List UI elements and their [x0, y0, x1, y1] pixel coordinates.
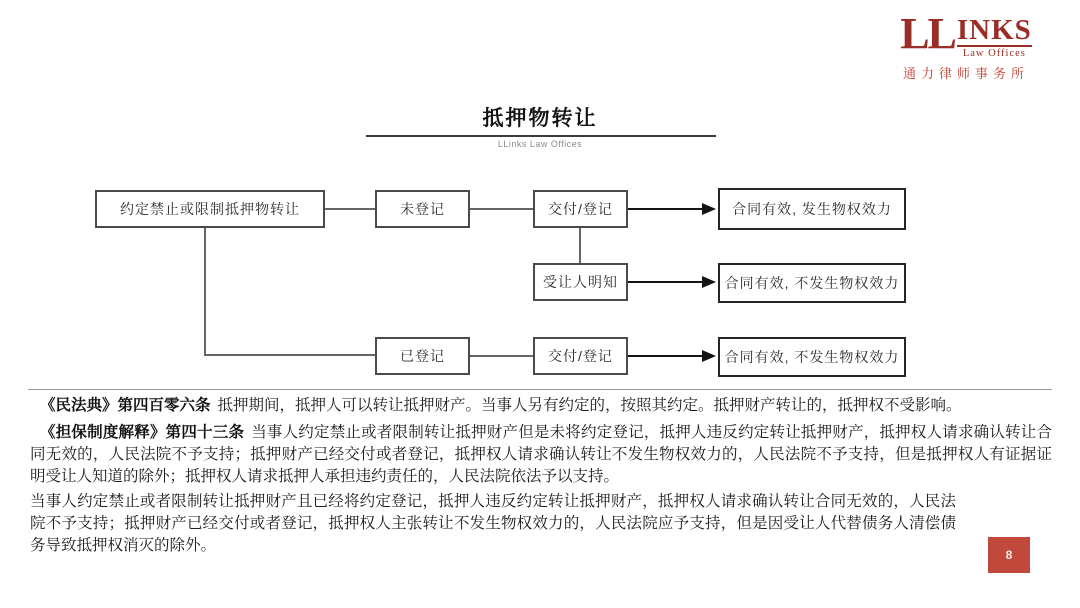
paragraph-guarantee-interpretation — [30, 422, 1052, 488]
llinks-logo — [893, 9, 1039, 82]
section-divider — [28, 389, 1052, 390]
connector-registered-deliver — [470, 355, 533, 357]
arrowhead-icon — [702, 203, 716, 215]
connector-knew-result-mid — [628, 281, 704, 283]
page-title: 抵押物转让 — [482, 107, 598, 130]
connector-source-unregistered — [325, 208, 375, 210]
civil-code-article-text: 抵押期间，抵押人可以转让抵押财产。当事人另有约定的，按照其约定。抵押财产转让的，抵押权不受影响。 — [217, 397, 962, 414]
flow-node-result-no-effect-mid: 合同有效, 不发生物权效力 — [718, 263, 906, 303]
connector-deliver-knew — [579, 228, 581, 263]
paragraph-civil-code — [30, 395, 1052, 417]
logo-law-offices-text: Law Offices — [957, 45, 1032, 59]
logo-inks-text: INKS — [956, 14, 1032, 46]
flow-node-transferee-knew: 受让人明知 — [533, 263, 628, 301]
logo-chinese-name: 通力律师事务所 — [902, 65, 1029, 81]
page-number-badge: 8 — [988, 537, 1030, 573]
guarantee-article-lead: 《担保制度解释》第四十三条 — [40, 424, 245, 441]
guarantee-continued-text: 当事人约定禁止或者限制转让抵押财产且已经将约定登记，抵押人违反约定转让抵押财产，抵押权人请求确认转让合同无效的，人民法院不予支持；抵押财产已经交付或者登记，抵押权人主张转让不发生物权效力的，人民法院应予支持，但是因受让人代替债务人清偿债务导致抵押权消灭的除外。 — [30, 493, 956, 554]
connector-source-down — [204, 228, 206, 356]
flow-node-deliver-bottom: 交付/登记 — [533, 337, 628, 375]
connector-unregistered-deliver — [470, 208, 533, 210]
connector-down-registered — [204, 354, 375, 356]
arrowhead-icon — [702, 350, 716, 362]
flow-node-result-effect: 合同有效, 发生物权效力 — [718, 188, 906, 230]
flow-node-result-no-effect-bottom: 合同有效, 不发生物权效力 — [718, 337, 906, 377]
flow-node-deliver-top: 交付/登记 — [533, 190, 628, 228]
civil-code-article-lead: 《民法典》第四百零六条 — [40, 397, 211, 414]
arrowhead-icon — [702, 276, 716, 288]
title-subtitle: LLinks Law Offices — [497, 139, 583, 149]
connector-deliver-result-top — [628, 208, 704, 210]
llinks-wordmark — [893, 9, 1039, 59]
guarantee-article-text: 当事人约定禁止或者限制转让抵押财产但是未将约定登记，抵押人违反约定转让抵押财产，抵押权人请求确认转让合同无效的，人民法院不予支持；抵押财产已经交付或者登记，抵押权人请求确认转让不发生物权效力的，人民法院不予支持，但是抵押权人有证据证明受让人知道的除外；抵押权人请求抵押人承担违约责任的，人民法院依法予以支持。 — [30, 424, 1052, 485]
title-underline — [366, 135, 716, 137]
flow-node-source: 约定禁止或限制抵押物转让 — [95, 190, 325, 228]
logo-ll-text: LL — [900, 9, 955, 58]
flow-node-registered: 已登记 — [375, 337, 470, 375]
legal-text-block — [30, 395, 1052, 557]
flow-node-unregistered: 未登记 — [375, 190, 470, 228]
connector-deliver-result-bottom — [628, 355, 704, 357]
paragraph-guarantee-continued — [30, 491, 956, 557]
